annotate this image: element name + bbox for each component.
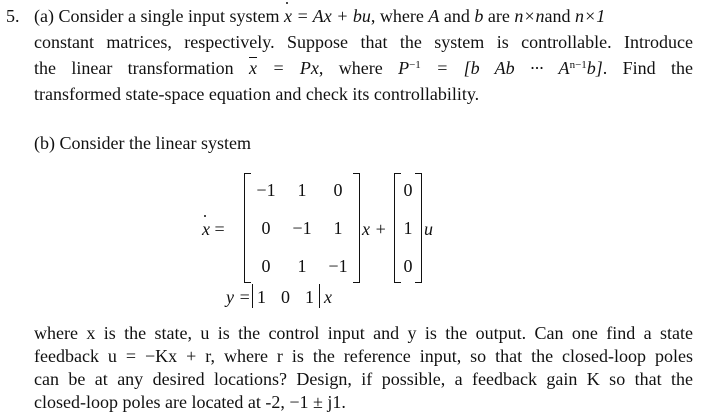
a11: −1 [256, 180, 276, 200]
matrix-C [252, 284, 320, 308]
a33: −1 [328, 256, 348, 276]
output-x: x [324, 287, 332, 307]
output-equation: y = [226, 287, 251, 307]
b2: 1 [403, 218, 413, 238]
part-a-line-1: (a) Consider a single input system x = Ax + bu, where A and b are n×nand n×1 [34, 6, 606, 26]
c2: 0 [281, 287, 290, 307]
a23: 1 [333, 218, 343, 238]
u-label: u [424, 219, 433, 239]
x-plus-label: x + [362, 219, 387, 239]
c3: 1 [305, 287, 314, 307]
matrix-A [244, 173, 360, 283]
a13: 0 [333, 180, 343, 200]
part-b-para-4: closed-loop poles are located at -2, −1 ± j1. [34, 392, 346, 412]
part-a-line-4: transformed state-space equation and check its controllability. [34, 84, 480, 104]
vector-B [394, 173, 422, 283]
part-b-para-1: where x is the state, u is the control input and y is the output. Can one find a state [34, 323, 693, 343]
a21: 0 [261, 218, 271, 238]
c1: 1 [257, 287, 266, 307]
part-a-line-3: the linear transformation $\overline{x} = Px$, where $P^{-1} = [b$ Ab ··· $A^{n-1}b$]. Find the [34, 58, 694, 78]
problem-number: 5. [6, 6, 20, 26]
a12: 1 [297, 180, 307, 200]
a22: −1 [292, 218, 312, 238]
part-b-para-2: feedback u = −Kx + r, where r is the reference input, so that the closed-loop poles [34, 346, 693, 366]
xdot-label: x = [202, 219, 225, 239]
part-a-line-2: constant matrices, respectively. Suppose that the system is controllable. Introduce [34, 32, 693, 52]
part-b-para-3: can be at any desired locations? Design, if possible, a feedback gain K so that the [34, 369, 693, 389]
a32: 1 [297, 256, 307, 276]
part-b-intro: (b) Consider the linear system [34, 133, 251, 153]
b1: 0 [403, 180, 413, 200]
a31: 0 [261, 256, 271, 276]
b3: 0 [403, 256, 413, 276]
